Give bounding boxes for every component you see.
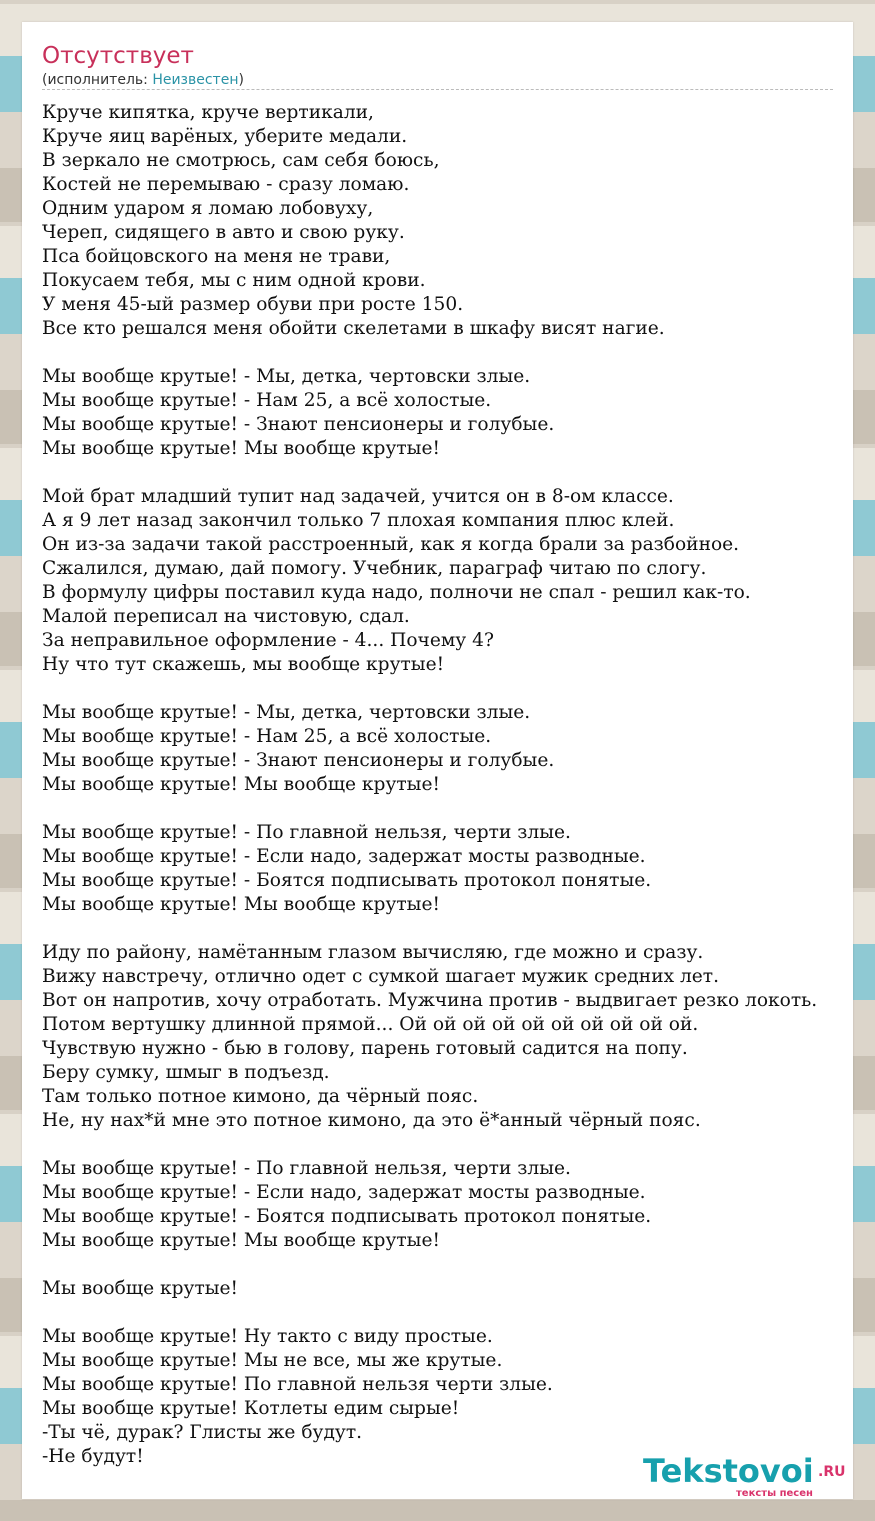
logo-subtitle: тексты песен bbox=[736, 1488, 813, 1499]
lyric-line: Вижу навстречу, отлично одет с сумкой шагает мужик средних лет. bbox=[42, 966, 719, 987]
lyric-line: Мы вообще крутые! - Нам 25, а всё холостые. bbox=[42, 390, 492, 411]
lyric-line: Мы вообще крутые! - По главной нельзя, черти злые. bbox=[42, 1158, 571, 1179]
lyric-line: Потом вертушку длинной прямой... Ой ой ой ой ой ой ой ой ой ой. bbox=[42, 1014, 699, 1035]
tekstovoi-logo[interactable] bbox=[643, 1452, 853, 1502]
logo-tld: .RU bbox=[818, 1464, 846, 1480]
stanza-gap bbox=[42, 1301, 862, 1325]
verse-3 bbox=[42, 941, 862, 1133]
lyric-line: Мы вообще крутые! Мы вообще крутые! bbox=[42, 894, 440, 915]
stanza-gap bbox=[42, 1253, 862, 1277]
lyric-line: В формулу цифры поставил куда надо, полночи не спал - решил как-то. bbox=[42, 582, 751, 603]
title-divider bbox=[42, 89, 833, 90]
stanza-gap bbox=[42, 797, 862, 821]
stanza-gap bbox=[42, 341, 862, 365]
lyric-line: Мой брат младший тупит над задачей, учится он в 8-ом классе. bbox=[42, 486, 674, 507]
chorus-4 bbox=[42, 1157, 862, 1253]
lyric-line: Не, ну нах*й мне это потное кимоно, да это ё*анный чёрный пояс. bbox=[42, 1110, 701, 1131]
lyric-line: Череп, сидящего в авто и свою руку. bbox=[42, 222, 405, 243]
chorus-1 bbox=[42, 365, 862, 461]
performer-suffix: ) bbox=[238, 72, 244, 88]
verse-1 bbox=[42, 101, 862, 341]
lyric-line: Ну что тут скажешь, мы вообще крутые! bbox=[42, 654, 445, 675]
lyric-line: Костей не перемываю - сразу ломаю. bbox=[42, 174, 410, 195]
lyric-line: Мы вообще крутые! bbox=[42, 1278, 239, 1299]
chorus-2 bbox=[42, 701, 862, 797]
lyric-line: Мы вообще крутые! - По главной нельзя, черти злые. bbox=[42, 822, 571, 843]
stanza-gap bbox=[42, 461, 862, 485]
lyric-line: Мы вообще крутые! - Если надо, задержат мосты разводные. bbox=[42, 846, 646, 867]
lyric-line: Иду по району, намётанным глазом вычисляю, где можно и сразу. bbox=[42, 942, 704, 963]
lyric-line: Мы вообще крутые! - Если надо, задержат мосты разводные. bbox=[42, 1182, 646, 1203]
lyric-line: Сжалился, думаю, дай помогу. Учебник, параграф читаю по слогу. bbox=[42, 558, 707, 579]
logo-wordmark: Tekstovoi bbox=[643, 1452, 814, 1490]
lyric-line: Там только потное кимоно, да чёрный пояс. bbox=[42, 1086, 479, 1107]
lyric-line: А я 9 лет назад закончил только 7 плохая компания плюс клей. bbox=[42, 510, 675, 531]
lyric-line: Покусаем тебя, мы с ним одной крови. bbox=[42, 270, 426, 291]
lyric-line: Одним ударом я ломаю лобовуху, bbox=[42, 198, 374, 219]
lyric-line: Мы вообще крутые! Ну такто с виду простые. bbox=[42, 1326, 493, 1347]
lyric-line: Мы вообще крутые! По главной нельзя черти злые. bbox=[42, 1374, 553, 1395]
lyric-line: В зеркало не смотрюсь, сам себя боюсь, bbox=[42, 150, 440, 171]
lyric-line: Круче кипятка, круче вертикали, bbox=[42, 102, 374, 123]
lyric-line: Мы вообще крутые! - Знают пенсионеры и голубые. bbox=[42, 414, 555, 435]
lyric-line: Круче яиц варёных, уберите медали. bbox=[42, 126, 408, 147]
lyric-line: Мы вообще крутые! - Знают пенсионеры и голубые. bbox=[42, 750, 555, 771]
lyric-line: Пса бойцовского на меня не трави, bbox=[42, 246, 391, 267]
stanza-gap bbox=[42, 917, 862, 941]
lyric-line: Мы вообще крутые! - Мы, детка, чертовски злые. bbox=[42, 702, 531, 723]
stanza-gap bbox=[42, 677, 862, 701]
lyric-line: Мы вообще крутые! Мы вообще крутые! bbox=[42, 438, 440, 459]
lyric-line: Мы вообще крутые! - Мы, детка, чертовски злые. bbox=[42, 366, 531, 387]
lyric-line: Беру сумку, шмыг в подъезд. bbox=[42, 1062, 330, 1083]
lyric-line: Мы вообще крутые! Котлеты едим сырые! bbox=[42, 1398, 460, 1419]
lyric-line: За неправильное оформление - 4... Почему 4? bbox=[42, 630, 494, 651]
lyric-line: Мы вообще крутые! Мы вообще крутые! bbox=[42, 774, 440, 795]
single-line-stanza bbox=[42, 1277, 862, 1301]
performer-prefix: (исполнитель: bbox=[42, 72, 153, 88]
lyric-line: Вот он напротив, хочу отработать. Мужчина против - выдвигает резко локоть. bbox=[42, 990, 818, 1011]
lyric-line: Он из-за задачи такой расстроенный, как я когда брали за разбойное. bbox=[42, 534, 740, 555]
performer-link[interactable]: Неизвестен bbox=[152, 72, 239, 88]
lyric-line: Мы вообще крутые! - Боятся подписывать протокол понятые. bbox=[42, 870, 652, 891]
lyric-line: Все кто решался меня обойти скелетами в шкафу висят нагие. bbox=[42, 318, 665, 339]
lyric-line: Малой переписал на чистовую, сдал. bbox=[42, 606, 410, 627]
lyric-line: -Не будут! bbox=[42, 1446, 144, 1467]
lyric-line: Мы вообще крутые! Мы не все, мы же крутые. bbox=[42, 1350, 503, 1371]
lyrics-text bbox=[42, 101, 862, 1469]
lyric-line: -Ты чё, дурак? Глисты же будут. bbox=[42, 1422, 363, 1443]
outro bbox=[42, 1325, 862, 1469]
chorus-3 bbox=[42, 821, 862, 917]
lyric-line: У меня 45-ый размер обуви при росте 150. bbox=[42, 294, 464, 315]
verse-2 bbox=[42, 485, 862, 677]
performer-line bbox=[42, 71, 244, 89]
lyric-line: Мы вообще крутые! Мы вообще крутые! bbox=[42, 1230, 440, 1251]
song-title: Отсутствует bbox=[42, 43, 194, 69]
lyric-line: Чувствую нужно - бью в голову, парень готовый садится на попу. bbox=[42, 1038, 688, 1059]
lyrics-card bbox=[22, 22, 853, 1499]
lyric-line: Мы вообще крутые! - Нам 25, а всё холостые. bbox=[42, 726, 492, 747]
lyric-line: Мы вообще крутые! - Боятся подписывать протокол понятые. bbox=[42, 1206, 652, 1227]
stanza-gap bbox=[42, 1133, 862, 1157]
